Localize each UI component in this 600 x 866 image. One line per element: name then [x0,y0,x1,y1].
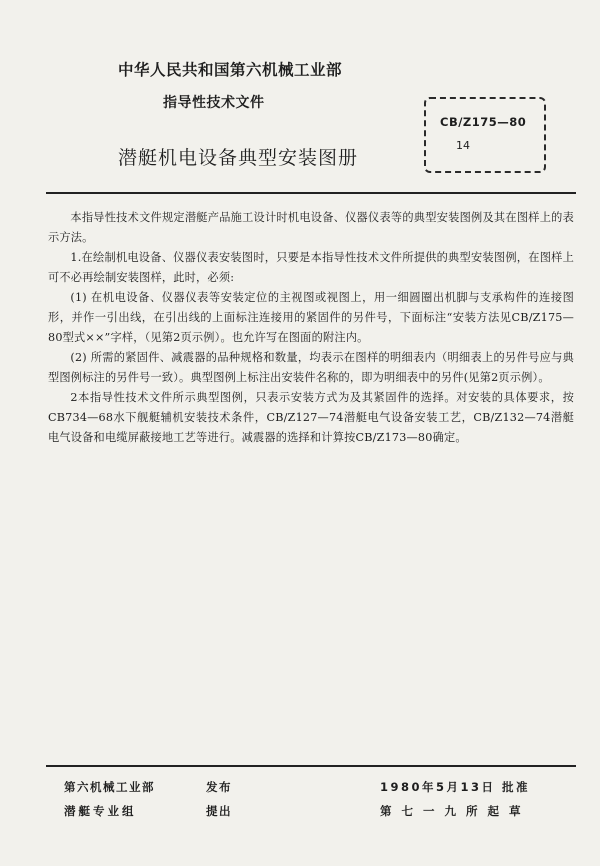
publish-label: 发布 [206,780,232,794]
proposing-group: 潜艇专业组 [64,804,137,818]
top-divider [46,192,576,194]
page-number: 14 [456,139,470,152]
ministry-name: 中华人民共和国第六机械工业部 [118,61,343,79]
clause-1-item-2: (2) 所需的紧固件、减震器的品种规格和数量，均表示在图样的明细表内（明细表上的另件号应与典型图例标注的另件号一致）。典型图例上标注出安装件名称的，即为明细表中的另件(见第2页示例）。 [48,351,574,384]
clause-2: 2本指导性技术文件所示典型图例，只表示安装方式为及其紧固件的选择。对安装的具体要求，按CB734—68水下舰艇辅机安装技术条件，CB/Z127—74潜艇电气设备安装工艺，CB/Z132—74潜艇电气设备和电缆屏蔽接地工艺等进行。减震器的选择和计算按CB/Z173—80确定。 [48,391,574,444]
clause-1: 1.在绘制机电设备、仪器仪表安装图时，只要是本指导性技术文件所提供的典型安装图例，在图样上可不必再绘制安装图样，此时，必须: [48,251,574,284]
issuing-authority: 第六机械工业部 [64,780,155,794]
clause-1-item-1: (1) 在机电设备、仪器仪表等安装定位的主视图或视图上，用一细圆圈出机脚与支承构件的连接图形，并作一引出线，在引出线的上面标注连接用的紧固件的另件号，下面标注“安装方法见CB/Z175—80型式××”字样，（见第2页示例）。也允许写在图面的附注内。 [48,291,574,344]
bottom-divider [46,765,576,767]
standard-code: CB/Z175—80 [440,115,527,129]
standard-code-box [424,97,546,173]
document-type: 指导性技术文件 [163,95,265,111]
drafting-institute: 第七一九所起草 [380,804,531,818]
propose-label: 提出 [206,804,232,818]
approval-date: 1980年5月13日 批准 [380,780,531,794]
intro-paragraph: 本指导性技术文件规定潜艇产品施工设计时机电设备、仪器仪表等的典型安装图例及其在图样上的表示方法。 [48,211,574,244]
document-title: 潜艇机电设备典型安装图册 [118,147,359,169]
document-body [48,208,574,448]
